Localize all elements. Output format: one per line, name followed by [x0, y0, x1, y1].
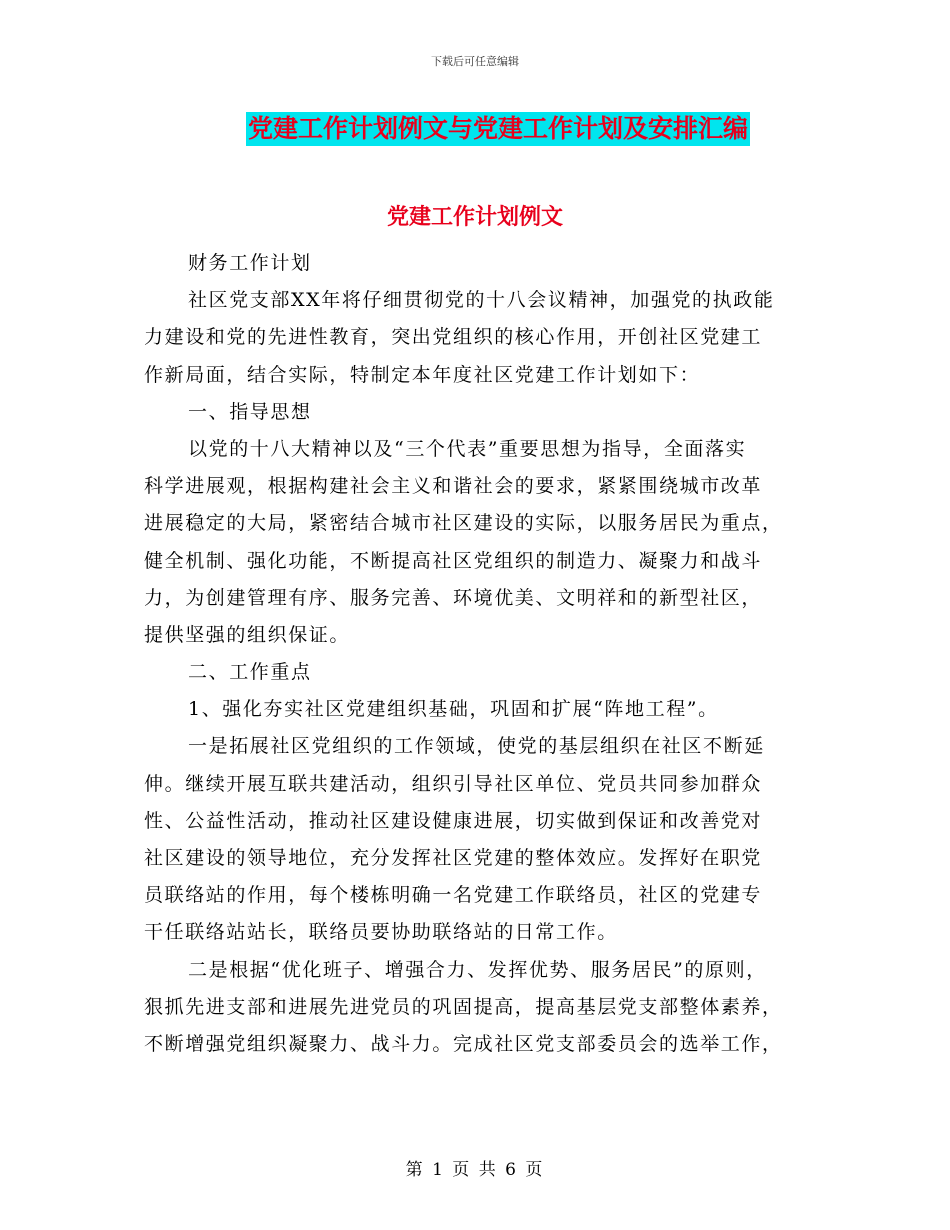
paragraph-line: 以党的十八大精神以及“三个代表”重要思想为指导，全面落实 [188, 437, 747, 460]
section-heading: 二、工作重点 [188, 661, 312, 684]
paragraph-line: 科学进展观，根据构建社会主义和谐社会的要求，紧紧围绕城市改革 [144, 475, 763, 498]
main-title-wrap [0, 112, 950, 146]
paragraph-line: 员联络站的作用，每个楼栋明确一名党建工作联络员，社区的党建专 [144, 884, 763, 907]
paragraph-line: 社区党支部XX年将仔细贯彻党的十八会议精神，加强党的执政能 [188, 289, 775, 312]
paragraph-line: 不断增强党组织凝聚力、战斗力。完成社区党支部委员会的选举工作， [144, 1032, 783, 1055]
main-title: 党建工作计划例文与党建工作计划及安排汇编 [246, 112, 750, 146]
page-footer: 第 1 页 共 6 页 [405, 1160, 545, 1180]
paragraph-line: 作新局面，结合实际，特制定本年度社区党建工作计划如下： [144, 363, 701, 386]
paragraph-line: 二是根据“优化班子、增强合力、发挥优势、服务居民”的原则， [188, 958, 767, 981]
paragraph-line: 1、强化夯实社区党建组织基础，巩固和扩展“阵地工程”。 [188, 698, 719, 721]
paragraph-line: 干任联络站站长，联络员要协助联络站的日常工作。 [144, 921, 618, 944]
section-heading: 一、指导思想 [188, 400, 312, 423]
paragraph-line: 性、公益性活动，推动社区建设健康进展，切实做到保证和改善党对 [144, 809, 763, 832]
paragraph-line: 力建设和党的先进性教育，突出党组织的核心作用，开创社区党建工 [144, 326, 763, 349]
paragraph-line: 健全机制、强化功能，不断提高社区党组织的制造力、凝聚力和战斗 [144, 549, 763, 572]
header-note: 下载后可任意编辑 [431, 55, 519, 68]
document-body [144, 245, 808, 1063]
paragraph-line: 狠抓先进支部和进展先进党员的巩固提高，提高基层党支部整体素养， [144, 995, 783, 1018]
paragraph-line: 力，为创建管理有序、服务完善、环境优美、文明祥和的新型社区， [144, 586, 763, 609]
paragraph-line: 社区建设的领导地位，充分发挥社区党建的整体效应。发挥好在职党 [144, 847, 763, 869]
paragraph-line: 提供坚强的组织保证。 [144, 623, 351, 646]
paragraph-line: 进展稳定的大局，紧密结合城市社区建设的实际，以服务居民为重点， [144, 512, 783, 535]
paragraph-line: 一是拓展社区党组织的工作领域，使党的基层组织在社区不断延 [188, 735, 765, 758]
sub-title: 党建工作计划例文 [386, 204, 563, 230]
paragraph-line: 伸。继续开展互联共建活动，组织引导社区单位、党员共同参加群众 [144, 772, 763, 795]
paragraph-line: 财务工作计划 [188, 252, 312, 274]
